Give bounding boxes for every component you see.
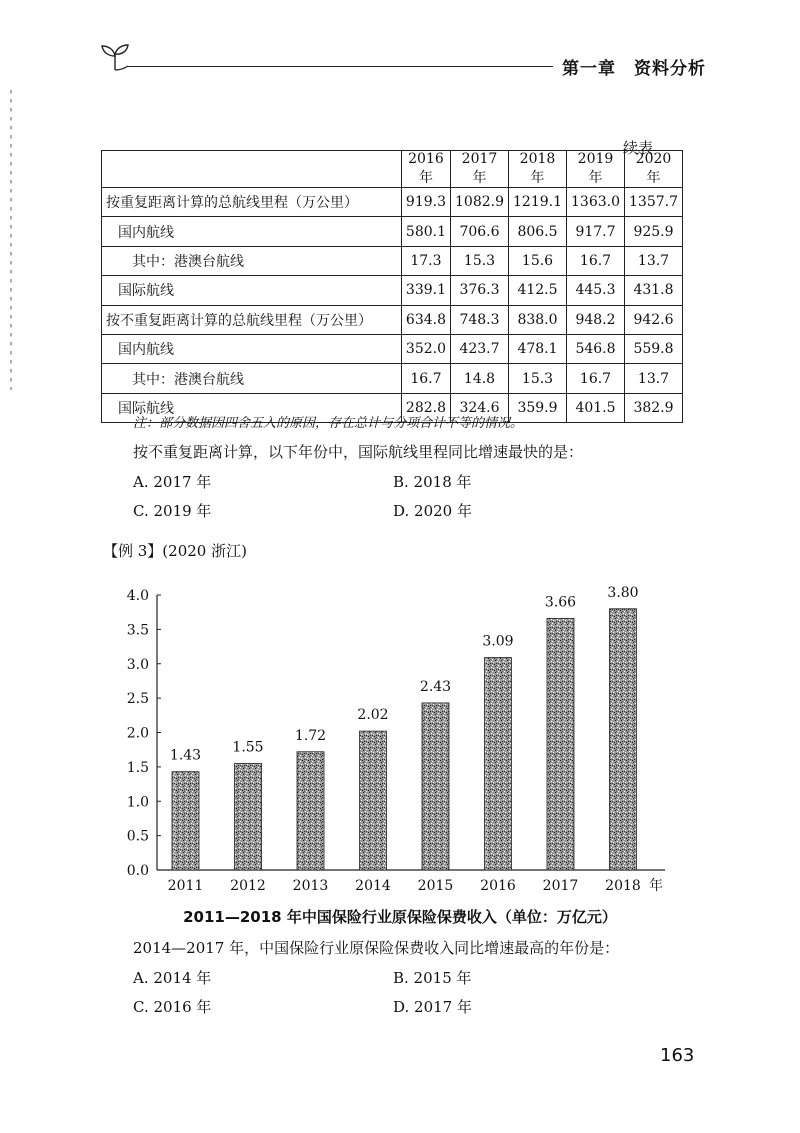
table-cell: 16.7 [401,364,450,393]
table-cell: 359.9 [509,393,567,422]
header-cell-blank [102,151,402,188]
table-cell: 1363.0 [567,188,625,217]
table-cell: 15.6 [509,246,567,275]
table-cell: 13.7 [625,246,683,275]
y-tick-label: 0.0 [126,863,149,879]
bar-value-label: 3.66 [544,594,577,611]
bar-value-label: 1.55 [232,739,264,756]
table-cell: 401.5 [567,393,625,422]
table-cell: 382.9 [625,393,683,422]
y-tick-label: 3.5 [126,622,149,639]
table-cell: 445.3 [567,276,625,305]
bar [610,609,637,870]
header-cell-year: 2019 年 [567,151,625,188]
header-cell-year: 2017 年 [451,151,509,188]
bar-chart [90,575,690,900]
x-tick-label: 2017 [542,878,579,894]
row-label: 其中：港澳台航线 [102,364,402,393]
table-cell: 917.7 [567,217,625,246]
table-row [102,364,683,393]
q1-option-b[interactable]: B. 2018 年 [393,473,472,491]
table-cell: 546.8 [567,334,625,363]
row-label: 国内航线 [102,217,402,246]
margin-dots [10,90,12,390]
question-2-text: 2014—2017 年，中国保险行业原保险保费收入同比增速最高的年份是： [133,939,620,957]
table-cell: 634.8 [401,305,450,334]
table-cell: 706.6 [451,217,509,246]
y-tick-label: 3.0 [126,656,149,673]
table-row [102,246,683,275]
question-1-text: 按不重复距离计算，以下年份中，国际航线里程同比增速最快的是： [133,443,584,461]
table-row [102,305,683,334]
table-cell: 925.9 [625,217,683,246]
table-cell: 13.7 [625,364,683,393]
table-cell: 948.2 [567,305,625,334]
bar [422,703,449,870]
example-label: 【例 3】(2020 浙江) [103,542,247,560]
bar-value-label: 3.09 [482,633,514,650]
y-tick-label: 1.0 [126,794,149,811]
header-cell-year: 2016 年 [401,151,450,188]
table-cell: 1357.7 [625,188,683,217]
x-tick-label: 2011 [167,878,204,894]
row-label: 国内航线 [102,334,402,363]
table-row [102,276,683,305]
x-tick-label: 2016 [480,878,516,894]
x-tick-label: 2012 [230,878,266,894]
bar-value-label: 1.43 [169,747,202,764]
chapter-title: 第一章 资料分析 [562,59,706,79]
table-cell: 478.1 [509,334,567,363]
table-cell: 1219.1 [509,188,567,217]
bar-value-label: 1.72 [294,727,327,744]
table-cell: 15.3 [509,364,567,393]
bar-value-label: 3.80 [607,584,639,601]
table-cell: 339.1 [401,276,450,305]
y-tick-label: 2.5 [126,691,149,708]
row-label: 按重复距离计算的总航线里程（万公里） [102,188,402,217]
bar [485,658,512,870]
table-cell: 282.8 [401,393,450,422]
table-cell: 17.3 [401,246,450,275]
table-row [102,334,683,363]
bar-value-label: 2.02 [357,707,389,724]
bar [547,618,574,870]
table-cell: 352.0 [401,334,450,363]
q1-option-a[interactable]: A. 2017 年 [133,473,212,491]
y-tick-label: 4.0 [126,588,149,604]
table-cell: 806.5 [509,217,567,246]
bar-value-label: 2.43 [419,678,452,695]
row-label: 其中：港澳台航线 [102,246,402,275]
data-table [101,150,683,423]
table-caption: 续表 [623,139,654,157]
table-cell: 942.6 [625,305,683,334]
x-unit-label: 年 [649,878,663,894]
y-tick-label: 2.0 [126,725,149,742]
q2-option-d[interactable]: D. 2017 年 [393,998,472,1016]
row-label: 国际航线 [102,393,402,422]
table-cell: 919.3 [401,188,450,217]
table-cell: 748.3 [451,305,509,334]
table-row [102,188,683,217]
q1-option-c[interactable]: C. 2019 年 [133,502,212,520]
header-rule [128,66,553,67]
table-cell: 559.8 [625,334,683,363]
table-cell: 376.3 [451,276,509,305]
bar [360,731,387,870]
q2-option-a[interactable]: A. 2014 年 [133,969,212,987]
table-cell: 431.8 [625,276,683,305]
table-cell: 412.5 [509,276,567,305]
table-cell: 423.7 [451,334,509,363]
bar [235,763,262,870]
bar [172,772,199,870]
chart-title: 2011—2018 年中国保险行业原保险保费收入（单位：万亿元） [183,908,617,926]
table-cell: 15.3 [451,246,509,275]
table-cell: 16.7 [567,364,625,393]
page-number: 163 [660,1045,695,1066]
q2-option-c[interactable]: C. 2016 年 [133,998,212,1016]
sprout-icon [98,40,132,74]
row-label: 国际航线 [102,276,402,305]
x-tick-label: 2014 [355,878,391,894]
header-cell-year: 2018 年 [509,151,567,188]
table-cell: 1082.9 [451,188,509,217]
table-note: 注：部分数据因四舍五入的原因，存在总计与分项合计不等的情况。 [133,416,524,431]
table-cell: 838.0 [509,305,567,334]
y-tick-label: 1.5 [126,759,149,776]
row-label: 按不重复距离计算的总航线里程（万公里） [102,305,402,334]
y-tick-label: 0.5 [126,828,149,845]
q2-option-b[interactable]: B. 2015 年 [393,969,472,987]
table-cell: 580.1 [401,217,450,246]
x-tick-label: 2015 [417,878,454,894]
bar [297,752,324,870]
table-cell: 14.8 [451,364,509,393]
table-row [102,217,683,246]
table-cell: 16.7 [567,246,625,275]
x-tick-label: 2013 [292,878,329,894]
table-header-row [102,151,683,188]
x-tick-label: 2018 [605,878,641,894]
q1-option-d[interactable]: D. 2020 年 [393,502,472,520]
header-cell-year: 2020 年 [625,151,683,188]
table-cell: 324.6 [451,393,509,422]
